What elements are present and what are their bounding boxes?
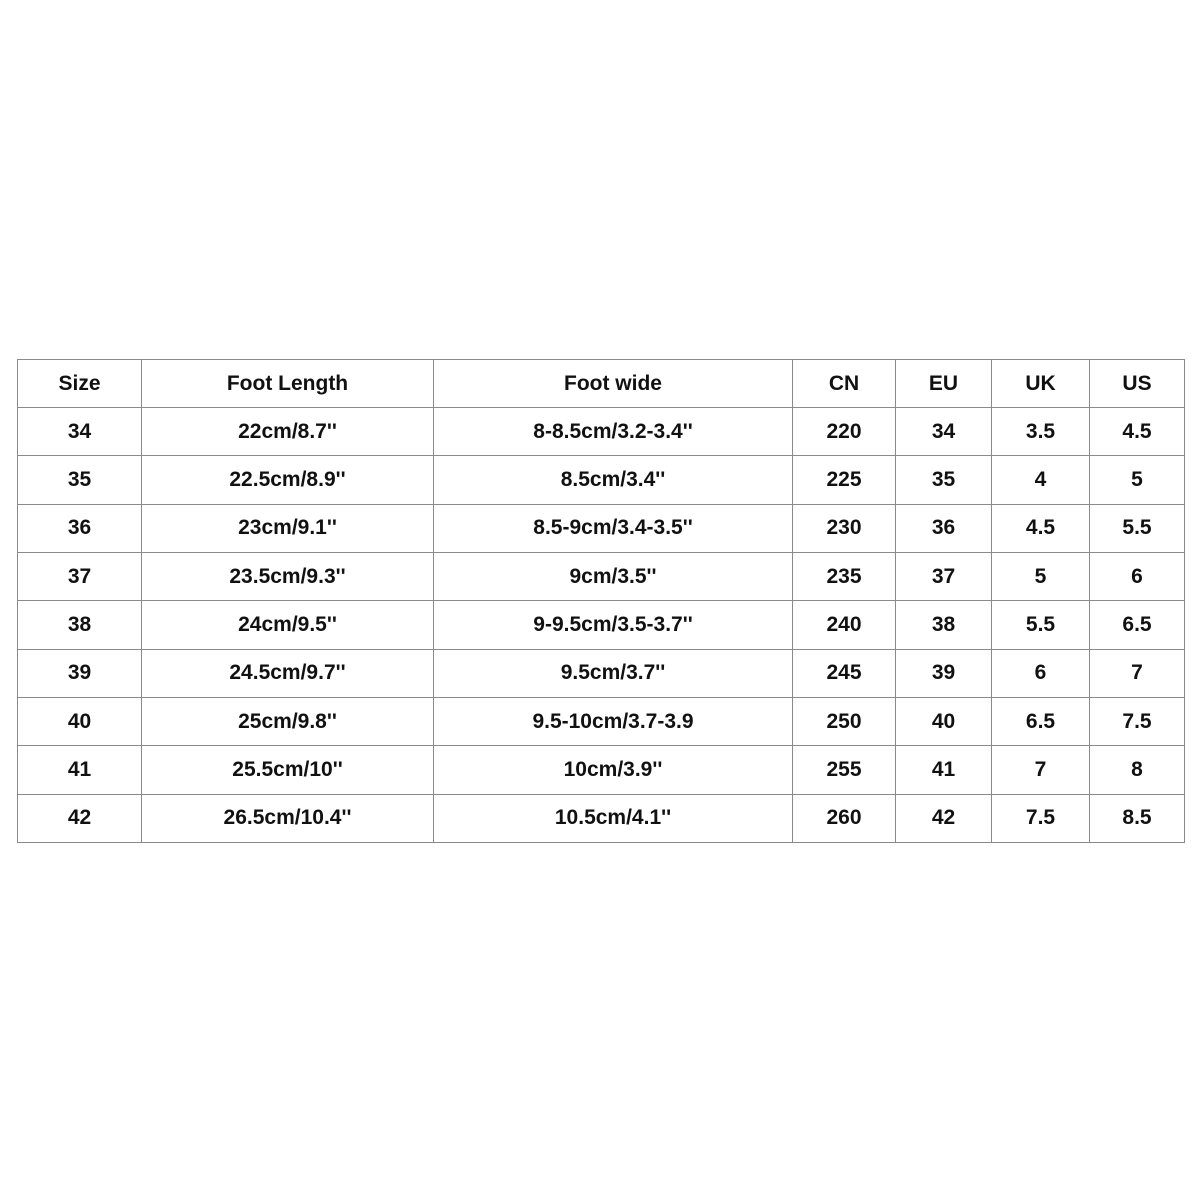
cell-foot-length: 24cm/9.5'' <box>142 601 434 649</box>
cell-foot-length: 24.5cm/9.7'' <box>142 649 434 697</box>
table-body <box>18 408 1185 843</box>
cell-eu: 35 <box>896 456 992 504</box>
size-chart-table <box>17 359 1185 843</box>
table-row <box>18 456 1185 504</box>
cell-foot-length: 26.5cm/10.4'' <box>142 794 434 842</box>
header-us: US <box>1090 360 1185 408</box>
header-size: Size <box>18 360 142 408</box>
cell-size: 39 <box>18 649 142 697</box>
cell-foot-wide: 9cm/3.5'' <box>434 552 793 600</box>
table-row <box>18 794 1185 842</box>
cell-foot-wide: 8.5cm/3.4'' <box>434 456 793 504</box>
table-row <box>18 649 1185 697</box>
cell-eu: 40 <box>896 697 992 745</box>
cell-cn: 230 <box>793 504 896 552</box>
cell-cn: 250 <box>793 697 896 745</box>
cell-us: 6 <box>1090 552 1185 600</box>
cell-eu: 37 <box>896 552 992 600</box>
cell-foot-length: 22cm/8.7'' <box>142 408 434 456</box>
cell-uk: 6.5 <box>992 697 1090 745</box>
cell-eu: 41 <box>896 746 992 794</box>
cell-us: 8 <box>1090 746 1185 794</box>
cell-us: 5.5 <box>1090 504 1185 552</box>
cell-size: 36 <box>18 504 142 552</box>
cell-cn: 235 <box>793 552 896 600</box>
cell-eu: 34 <box>896 408 992 456</box>
cell-uk: 7 <box>992 746 1090 794</box>
cell-uk: 4 <box>992 456 1090 504</box>
cell-uk: 4.5 <box>992 504 1090 552</box>
table-row <box>18 552 1185 600</box>
cell-foot-wide: 8-8.5cm/3.2-3.4'' <box>434 408 793 456</box>
cell-us: 5 <box>1090 456 1185 504</box>
cell-foot-wide: 8.5-9cm/3.4-3.5'' <box>434 504 793 552</box>
table-row <box>18 408 1185 456</box>
cell-foot-wide: 9.5cm/3.7'' <box>434 649 793 697</box>
table-row <box>18 697 1185 745</box>
cell-foot-wide: 9.5-10cm/3.7-3.9 <box>434 697 793 745</box>
cell-size: 42 <box>18 794 142 842</box>
cell-foot-length: 25cm/9.8'' <box>142 697 434 745</box>
cell-size: 41 <box>18 746 142 794</box>
cell-us: 6.5 <box>1090 601 1185 649</box>
cell-uk: 5.5 <box>992 601 1090 649</box>
cell-us: 4.5 <box>1090 408 1185 456</box>
cell-us: 7 <box>1090 649 1185 697</box>
cell-eu: 42 <box>896 794 992 842</box>
cell-size: 38 <box>18 601 142 649</box>
cell-cn: 240 <box>793 601 896 649</box>
cell-size: 37 <box>18 552 142 600</box>
cell-uk: 7.5 <box>992 794 1090 842</box>
header-cn: CN <box>793 360 896 408</box>
header-foot-wide: Foot wide <box>434 360 793 408</box>
cell-foot-length: 22.5cm/8.9'' <box>142 456 434 504</box>
cell-cn: 260 <box>793 794 896 842</box>
cell-foot-length: 25.5cm/10'' <box>142 746 434 794</box>
cell-us: 7.5 <box>1090 697 1185 745</box>
cell-eu: 39 <box>896 649 992 697</box>
cell-cn: 245 <box>793 649 896 697</box>
cell-uk: 5 <box>992 552 1090 600</box>
cell-cn: 255 <box>793 746 896 794</box>
cell-uk: 3.5 <box>992 408 1090 456</box>
cell-size: 35 <box>18 456 142 504</box>
cell-foot-wide: 10cm/3.9'' <box>434 746 793 794</box>
cell-foot-length: 23cm/9.1'' <box>142 504 434 552</box>
table-row <box>18 746 1185 794</box>
cell-foot-wide: 10.5cm/4.1'' <box>434 794 793 842</box>
cell-eu: 36 <box>896 504 992 552</box>
cell-cn: 220 <box>793 408 896 456</box>
header-foot-length: Foot Length <box>142 360 434 408</box>
cell-eu: 38 <box>896 601 992 649</box>
cell-cn: 225 <box>793 456 896 504</box>
cell-foot-length: 23.5cm/9.3'' <box>142 552 434 600</box>
cell-us: 8.5 <box>1090 794 1185 842</box>
table-row <box>18 504 1185 552</box>
cell-uk: 6 <box>992 649 1090 697</box>
header-uk: UK <box>992 360 1090 408</box>
header-eu: EU <box>896 360 992 408</box>
cell-size: 40 <box>18 697 142 745</box>
cell-foot-wide: 9-9.5cm/3.5-3.7'' <box>434 601 793 649</box>
table-row <box>18 601 1185 649</box>
cell-size: 34 <box>18 408 142 456</box>
table-header-row <box>18 360 1185 408</box>
